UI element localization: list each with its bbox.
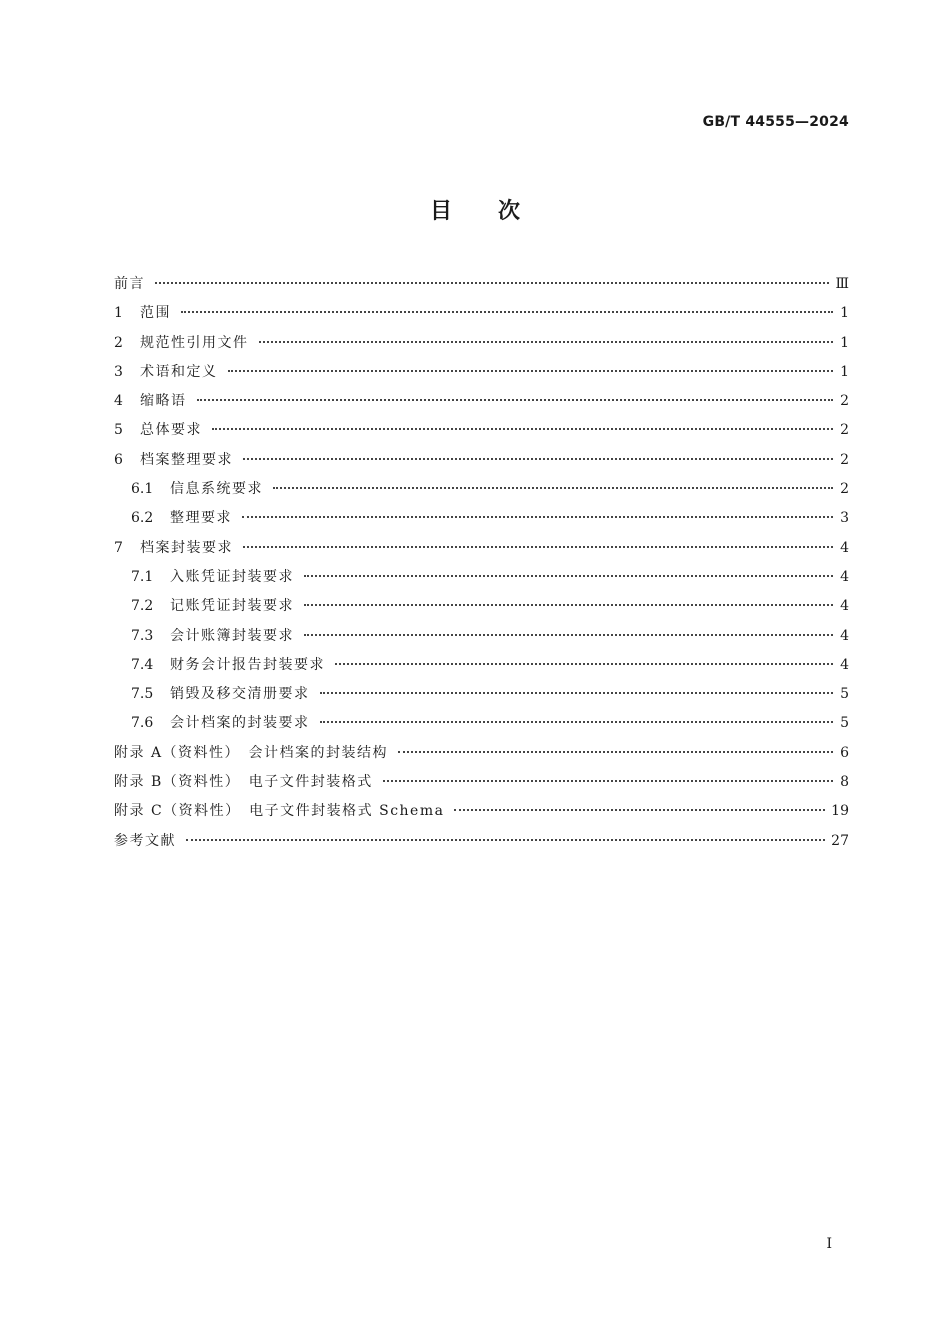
toc-entry-label: 总体要求 — [140, 422, 202, 439]
toc-entry[interactable] — [114, 827, 849, 856]
toc-entry-number: 7 — [114, 539, 123, 556]
toc-entry-page: 6 — [840, 744, 849, 761]
toc-entry-number: 7.3 — [131, 627, 154, 644]
toc-entry[interactable] — [114, 475, 849, 504]
toc-entry[interactable] — [114, 768, 849, 797]
toc-dot-leader — [398, 751, 833, 753]
toc-entry[interactable] — [114, 416, 849, 445]
table-of-contents — [114, 270, 849, 856]
toc-entry-page: 27 — [831, 832, 849, 849]
toc-entry-label: 整理要求 — [170, 510, 232, 527]
toc-entry-page: 2 — [840, 481, 849, 498]
toc-entry-label: 记账凭证封装要求 — [170, 598, 294, 615]
toc-entry-number: 7.1 — [131, 568, 154, 585]
toc-entry-page: 8 — [840, 774, 849, 791]
toc-entry-number: 3 — [114, 363, 123, 380]
toc-entry-label: 档案整理要求 — [140, 451, 233, 468]
toc-entry-label: 缩略语 — [140, 393, 187, 410]
toc-dot-leader — [243, 546, 833, 548]
toc-entry[interactable] — [114, 446, 849, 475]
toc-dot-leader — [454, 809, 825, 811]
toc-entry[interactable] — [114, 534, 849, 563]
toc-entry-page: 5 — [840, 686, 849, 703]
toc-dot-leader — [186, 839, 825, 841]
toc-entry-number: 4 — [114, 393, 123, 410]
toc-dot-leader — [273, 487, 833, 489]
toc-dot-leader — [320, 721, 834, 723]
toc-entry-number: 2 — [114, 334, 123, 351]
toc-entry-page: 4 — [840, 656, 849, 673]
toc-entry-label: 附录 B（资料性） 电子文件封装格式 — [114, 774, 373, 791]
toc-dot-leader — [335, 663, 833, 665]
toc-entry[interactable] — [114, 387, 849, 416]
toc-entry-page: 4 — [840, 598, 849, 615]
toc-entry-number: 6.1 — [131, 481, 154, 498]
toc-dot-leader — [259, 341, 834, 343]
toc-entry-number: 7.2 — [131, 598, 154, 615]
toc-entry-label: 会计账簿封装要求 — [170, 627, 294, 644]
toc-entry-page: 1 — [840, 363, 849, 380]
standard-number: GB/T 44555—2024 — [702, 114, 849, 130]
toc-entry-number: 6.2 — [131, 510, 154, 527]
toc-entry[interactable] — [114, 358, 849, 387]
toc-dot-leader — [383, 780, 833, 782]
toc-entry[interactable] — [114, 270, 849, 299]
toc-dot-leader — [304, 604, 833, 606]
toc-entry-label: 前言 — [114, 276, 145, 292]
toc-entry[interactable] — [114, 739, 849, 768]
toc-entry-label: 规范性引用文件 — [140, 334, 249, 351]
toc-entry-label: 范围 — [140, 305, 171, 322]
toc-entry-label: 档案封装要求 — [140, 539, 233, 556]
toc-entry-label: 销毁及移交清册要求 — [170, 686, 310, 703]
toc-entry-number: 7.6 — [131, 715, 154, 732]
toc-entry-page: 1 — [840, 334, 849, 351]
toc-entry[interactable] — [114, 563, 849, 592]
toc-dot-leader — [304, 634, 833, 636]
toc-entry-page: 1 — [840, 305, 849, 322]
toc-entry-page: 4 — [840, 539, 849, 556]
toc-entry-page: 2 — [840, 422, 849, 439]
toc-entry[interactable] — [114, 709, 849, 738]
toc-entry[interactable] — [114, 504, 849, 533]
toc-dot-leader — [228, 370, 834, 372]
toc-entry[interactable] — [114, 651, 849, 680]
toc-dot-leader — [242, 516, 833, 518]
toc-entry-page: Ⅲ — [835, 276, 849, 292]
toc-entry-label: 信息系统要求 — [170, 481, 263, 498]
toc-entry-label: 附录 C（资料性） 电子文件封装格式 Schema — [114, 803, 445, 820]
toc-entry-page: 2 — [840, 393, 849, 410]
toc-entry-number: 7.4 — [131, 656, 154, 673]
toc-dot-leader — [197, 399, 834, 401]
toc-entry-page: 19 — [831, 803, 849, 820]
toc-entry-label: 附录 A（资料性） 会计档案的封装结构 — [114, 744, 389, 761]
toc-entry-page: 5 — [840, 715, 849, 732]
toc-entry-page: 2 — [840, 451, 849, 468]
toc-entry-number: 6 — [114, 451, 123, 468]
toc-entry-label: 术语和定义 — [140, 363, 218, 380]
toc-entry[interactable] — [114, 592, 849, 621]
toc-entry-label: 会计档案的封装要求 — [170, 715, 310, 732]
toc-entry-number: 5 — [114, 422, 123, 439]
toc-dot-leader — [320, 692, 834, 694]
toc-entry-label: 财务会计报告封装要求 — [170, 656, 325, 673]
toc-entry-label: 参考文献 — [114, 832, 176, 849]
toc-entry[interactable] — [114, 329, 849, 358]
page-number: I — [826, 1236, 832, 1252]
toc-entry-number: 1 — [114, 305, 123, 322]
toc-entry-label: 入账凭证封装要求 — [170, 568, 294, 585]
toc-entry-page: 4 — [840, 568, 849, 585]
page-title: 目次 — [429, 199, 566, 224]
toc-dot-leader — [155, 282, 829, 284]
toc-entry-page: 4 — [840, 627, 849, 644]
toc-dot-leader — [212, 428, 833, 430]
toc-entry[interactable] — [114, 622, 849, 651]
toc-entry-page: 3 — [840, 510, 849, 527]
toc-entry[interactable] — [114, 299, 849, 328]
toc-dot-leader — [304, 575, 833, 577]
toc-dot-leader — [181, 311, 833, 313]
toc-entry-number: 7.5 — [131, 686, 154, 703]
toc-entry[interactable] — [114, 797, 849, 826]
toc-entry[interactable] — [114, 680, 849, 709]
toc-dot-leader — [243, 458, 833, 460]
